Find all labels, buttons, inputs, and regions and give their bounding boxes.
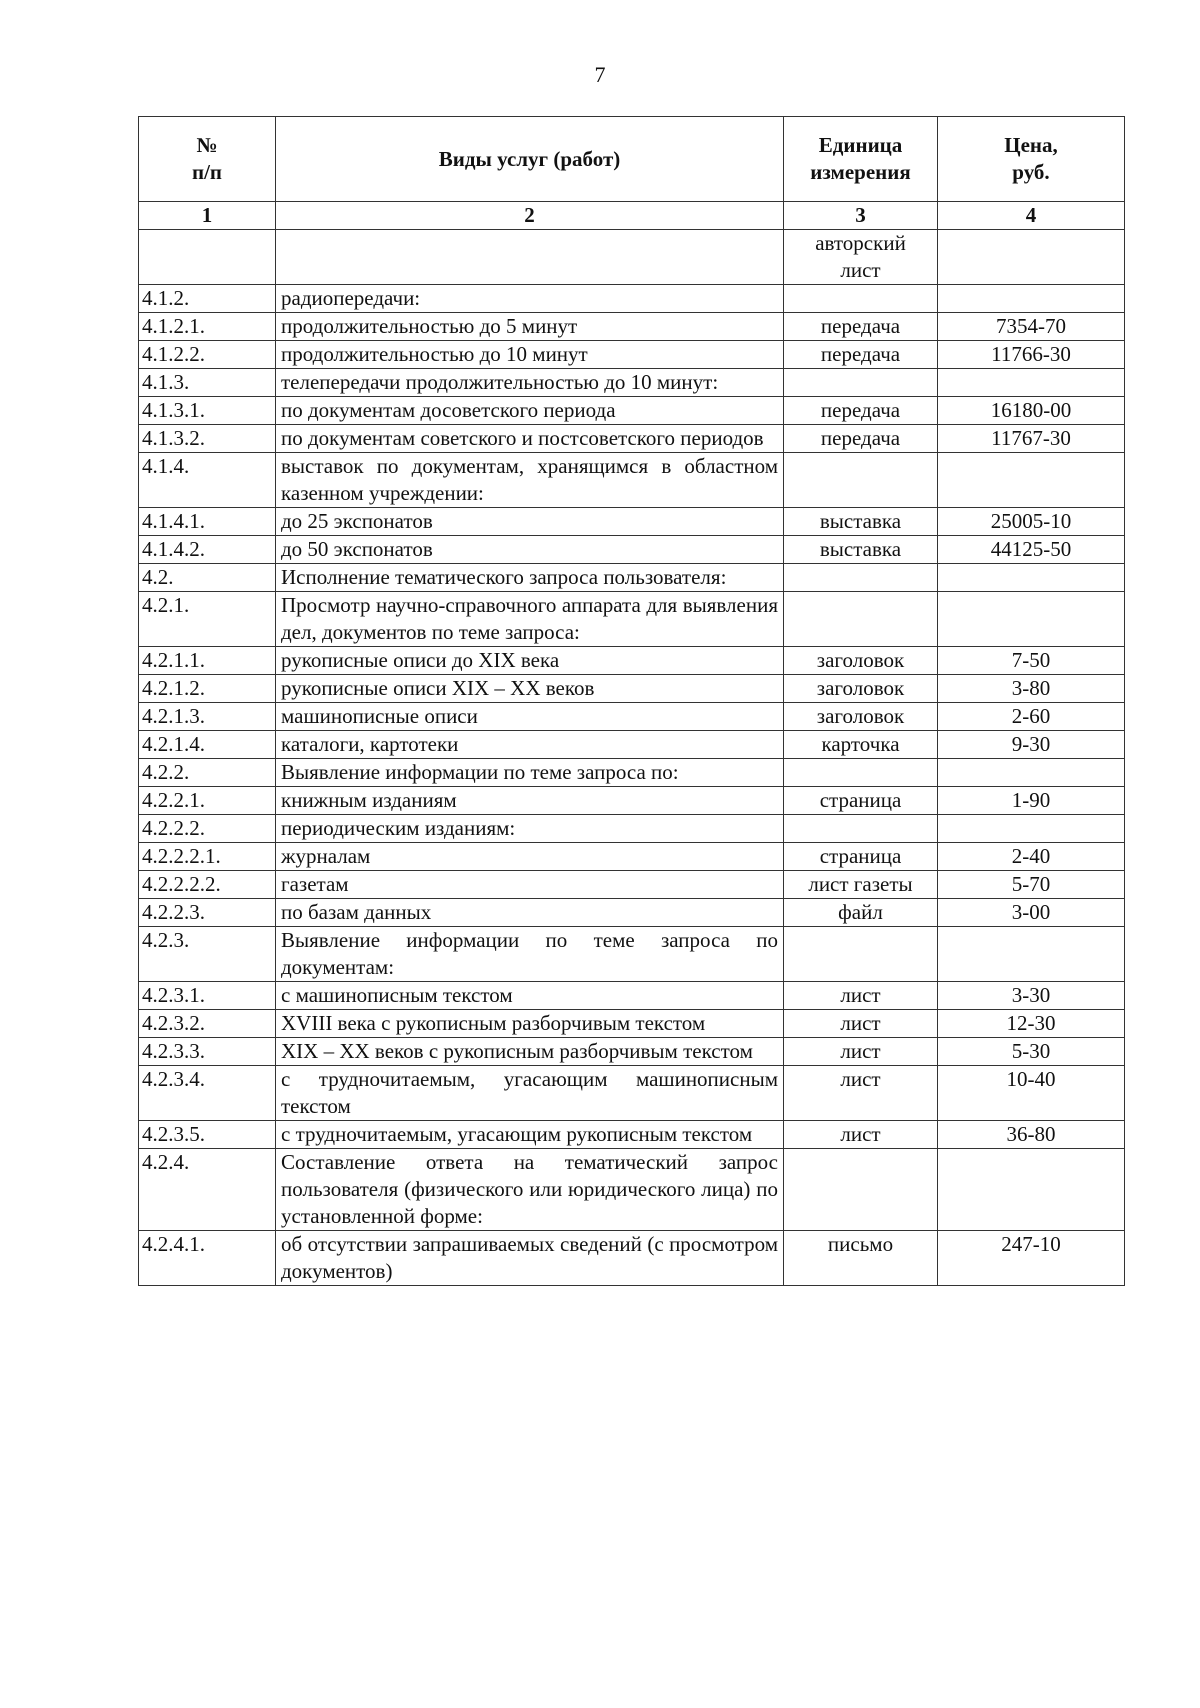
price-cell [938, 285, 1125, 313]
service-description-cell: по базам данных [276, 899, 784, 927]
row-number-cell: 4.2.1.4. [139, 731, 276, 759]
unit-cell: лист газеты [784, 871, 938, 899]
service-description-cell: периодическим изданиям: [276, 815, 784, 843]
table-row [139, 1231, 1125, 1286]
service-description-cell: по документам советского и постсоветского периодов [276, 425, 784, 453]
price-cell [938, 564, 1125, 592]
price-cell [938, 230, 1125, 285]
service-description-cell: Выявление информации по теме запроса по: [276, 759, 784, 787]
row-number-cell: 4.2.1.1. [139, 647, 276, 675]
price-cell: 36-80 [938, 1121, 1125, 1149]
unit-cell [784, 927, 938, 982]
unit-cell: лист [784, 1010, 938, 1038]
row-number-cell: 4.1.3.2. [139, 425, 276, 453]
table-row [139, 369, 1125, 397]
price-cell [938, 592, 1125, 647]
price-cell: 7354-70 [938, 313, 1125, 341]
unit-cell: страница [784, 787, 938, 815]
column-number: 3 [784, 202, 938, 230]
row-number-cell: 4.2.3.2. [139, 1010, 276, 1038]
service-description-cell: до 50 экспонатов [276, 536, 784, 564]
row-number-cell: 4.1.4.2. [139, 536, 276, 564]
row-number-cell: 4.2.1.2. [139, 675, 276, 703]
table-row [139, 285, 1125, 313]
header-price: Цена, руб. [938, 117, 1125, 202]
unit-cell: письмо [784, 1231, 938, 1286]
price-cell: 11767-30 [938, 425, 1125, 453]
price-cell [938, 1149, 1125, 1231]
unit-cell: выставка [784, 508, 938, 536]
row-number-cell: 4.2.2.1. [139, 787, 276, 815]
price-cell: 7-50 [938, 647, 1125, 675]
unit-cell [784, 453, 938, 508]
service-description-cell: выставок по документам, хранящимся в областном казенном учреждении: [276, 453, 784, 508]
service-description-cell: по документам досоветского периода [276, 397, 784, 425]
service-description-cell: об отсутствии запрашиваемых сведений (с просмотром документов) [276, 1231, 784, 1286]
service-description-cell: продолжительностью до 5 минут [276, 313, 784, 341]
table-row [139, 815, 1125, 843]
unit-cell: карточка [784, 731, 938, 759]
table-row [139, 1066, 1125, 1121]
unit-cell: заголовок [784, 675, 938, 703]
row-number-cell: 4.2.4.1. [139, 1231, 276, 1286]
table-row [139, 508, 1125, 536]
price-cell [938, 927, 1125, 982]
service-description-cell: Выявление информации по теме запроса по документам: [276, 927, 784, 982]
unit-cell: передача [784, 425, 938, 453]
row-number-cell: 4.1.3.1. [139, 397, 276, 425]
header-unit: Единица измерения [784, 117, 938, 202]
table-row [139, 425, 1125, 453]
table-row [139, 927, 1125, 982]
row-number-cell: 4.2.3.3. [139, 1038, 276, 1066]
service-description-cell: XVIII века с рукописным разборчивым текстом [276, 1010, 784, 1038]
row-number-cell: 4.1.3. [139, 369, 276, 397]
table-row [139, 397, 1125, 425]
unit-cell: заголовок [784, 703, 938, 731]
service-description-cell: каталоги, картотеки [276, 731, 784, 759]
table-row [139, 787, 1125, 815]
header-service: Виды услуг (работ) [276, 117, 784, 202]
table-row [139, 1149, 1125, 1231]
table-row [139, 843, 1125, 871]
unit-cell: передача [784, 341, 938, 369]
unit-cell: лист [784, 982, 938, 1010]
row-number-cell: 4.2.1.3. [139, 703, 276, 731]
row-number-cell: 4.2.3.4. [139, 1066, 276, 1121]
service-description-cell: радиопередачи: [276, 285, 784, 313]
service-description-cell: с трудночитаемым, угасающим машинописным текстом [276, 1066, 784, 1121]
row-number-cell: 4.1.4.1. [139, 508, 276, 536]
service-description-cell: с трудночитаемым, угасающим рукописным текстом [276, 1121, 784, 1149]
price-cell: 9-30 [938, 731, 1125, 759]
price-cell: 3-80 [938, 675, 1125, 703]
table-row [139, 1010, 1125, 1038]
unit-cell: авторский лист [784, 230, 938, 285]
table-row [139, 703, 1125, 731]
row-number-cell: 4.2.2. [139, 759, 276, 787]
row-number-cell: 4.1.2.1. [139, 313, 276, 341]
row-number-cell: 4.2.2.2.2. [139, 871, 276, 899]
unit-cell [784, 564, 938, 592]
price-cell: 11766-30 [938, 341, 1125, 369]
service-description-cell: продолжительностью до 10 минут [276, 341, 784, 369]
table-body [139, 230, 1125, 1286]
unit-cell [784, 759, 938, 787]
service-description-cell: Просмотр научно-справочного аппарата для выявления дел, документов по теме запроса: [276, 592, 784, 647]
row-number-cell: 4.2.4. [139, 1149, 276, 1231]
service-description-cell: рукописные описи XIX – XX веков [276, 675, 784, 703]
table-row [139, 871, 1125, 899]
price-cell [938, 759, 1125, 787]
header-num: № п/п [139, 117, 276, 202]
table-row [139, 341, 1125, 369]
price-cell [938, 453, 1125, 508]
column-number: 4 [938, 202, 1125, 230]
service-description-cell: рукописные описи до XIX века [276, 647, 784, 675]
row-number-cell: 4.1.2. [139, 285, 276, 313]
row-number-cell: 4.2.3. [139, 927, 276, 982]
row-number-cell [139, 230, 276, 285]
unit-cell [784, 815, 938, 843]
unit-cell: лист [784, 1038, 938, 1066]
price-cell: 3-30 [938, 982, 1125, 1010]
table-header-row [139, 117, 1125, 202]
column-number: 2 [276, 202, 784, 230]
table-row [139, 675, 1125, 703]
table-row [139, 647, 1125, 675]
row-number-cell: 4.2.3.1. [139, 982, 276, 1010]
price-cell: 44125-50 [938, 536, 1125, 564]
column-number-row [139, 202, 1125, 230]
service-description-cell: газетам [276, 871, 784, 899]
row-number-cell: 4.1.2.2. [139, 341, 276, 369]
unit-cell: передача [784, 397, 938, 425]
row-number-cell: 4.2.2.2. [139, 815, 276, 843]
unit-cell: лист [784, 1121, 938, 1149]
unit-cell: передача [784, 313, 938, 341]
table-row [139, 899, 1125, 927]
service-description-cell: Составление ответа на тематический запрос пользователя (физического или юридического лица) по установленной форме: [276, 1149, 784, 1231]
price-cell: 1-90 [938, 787, 1125, 815]
unit-cell: лист [784, 1066, 938, 1121]
price-cell: 2-40 [938, 843, 1125, 871]
table-row [139, 313, 1125, 341]
table-row [139, 536, 1125, 564]
row-number-cell: 4.2.3.5. [139, 1121, 276, 1149]
price-cell [938, 815, 1125, 843]
row-number-cell: 4.1.4. [139, 453, 276, 508]
price-cell: 5-70 [938, 871, 1125, 899]
row-number-cell: 4.2.2.3. [139, 899, 276, 927]
table-row [139, 759, 1125, 787]
row-number-cell: 4.2. [139, 564, 276, 592]
price-cell: 25005-10 [938, 508, 1125, 536]
table-row [139, 1038, 1125, 1066]
service-description-cell: до 25 экспонатов [276, 508, 784, 536]
column-number: 1 [139, 202, 276, 230]
unit-cell: выставка [784, 536, 938, 564]
service-description-cell: Исполнение тематического запроса пользователя: [276, 564, 784, 592]
price-cell: 2-60 [938, 703, 1125, 731]
price-cell: 247-10 [938, 1231, 1125, 1286]
table-row [139, 592, 1125, 647]
unit-cell [784, 285, 938, 313]
price-cell: 5-30 [938, 1038, 1125, 1066]
service-description-cell: XIX – XX веков с рукописным разборчивым текстом [276, 1038, 784, 1066]
service-description-cell: телепередачи продолжительностью до 10 минут: [276, 369, 784, 397]
service-description-cell: книжным изданиям [276, 787, 784, 815]
service-description-cell: журналам [276, 843, 784, 871]
unit-cell: файл [784, 899, 938, 927]
service-description-cell: с машинописным текстом [276, 982, 784, 1010]
price-cell: 3-00 [938, 899, 1125, 927]
unit-cell: страница [784, 843, 938, 871]
table-row [139, 453, 1125, 508]
price-cell: 12-30 [938, 1010, 1125, 1038]
table-row [139, 564, 1125, 592]
row-number-cell: 4.2.2.2.1. [139, 843, 276, 871]
price-cell: 10-40 [938, 1066, 1125, 1121]
price-cell: 16180-00 [938, 397, 1125, 425]
table-row [139, 230, 1125, 285]
unit-cell [784, 369, 938, 397]
table-row [139, 1121, 1125, 1149]
service-description-cell: машинописные описи [276, 703, 784, 731]
row-number-cell: 4.2.1. [139, 592, 276, 647]
unit-cell [784, 592, 938, 647]
table-row [139, 982, 1125, 1010]
price-cell [938, 369, 1125, 397]
table-row [139, 731, 1125, 759]
price-table [138, 116, 1125, 1286]
service-description-cell [276, 230, 784, 285]
page-number: 7 [594, 62, 606, 87]
unit-cell: заголовок [784, 647, 938, 675]
unit-cell [784, 1149, 938, 1231]
